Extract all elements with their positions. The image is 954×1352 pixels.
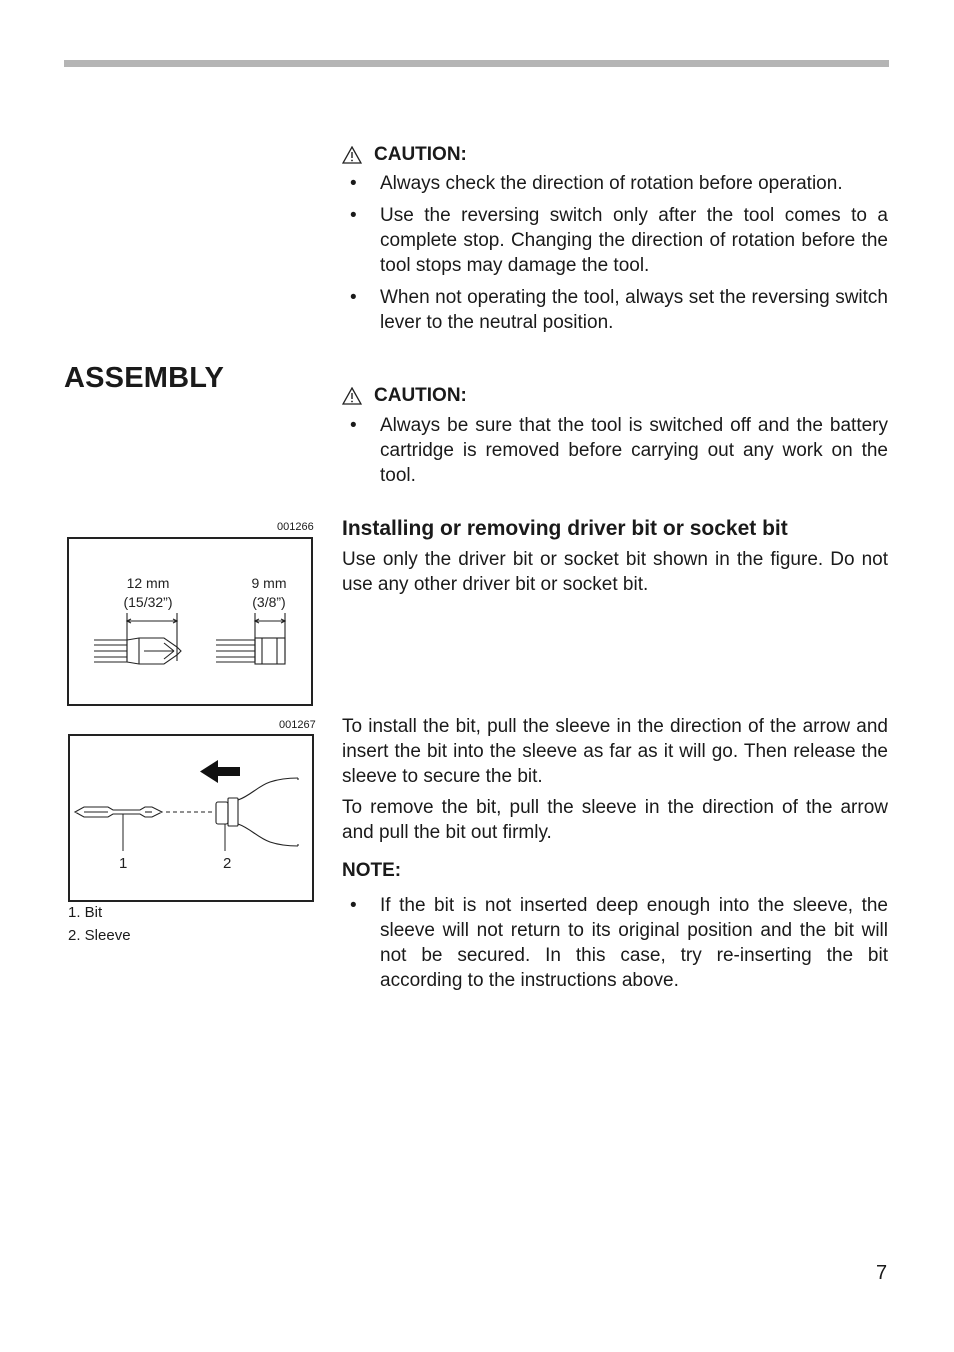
list-item: • Always check the direction of rotation before operation. <box>350 173 843 194</box>
remove-instructions: To remove the bit, pull the sleeve in the direction of the arrow and pull the bit out firmly. <box>342 797 888 843</box>
legend-item-bit: 1. Bit <box>68 904 103 921</box>
note-list <box>342 893 888 993</box>
caution-list <box>342 171 888 335</box>
list-item: • When not operating the tool, always set the reversing switch lever to the neutral position. <box>350 287 888 333</box>
list-item: • Use the reversing switch only after the tool comes to a complete stop. Changing the direction of rotation before the tool stops may damage the tool. <box>350 205 888 276</box>
bullet-icon: • <box>350 895 357 916</box>
driver-bit-illustration <box>94 613 181 664</box>
left-arrow-icon <box>200 760 240 783</box>
sleeve-illustration <box>216 778 298 846</box>
legend-item-sleeve: 2. Sleeve <box>68 927 131 944</box>
list-item: • Always be sure that the tool is switched off and the battery cartridge is removed before carrying out any work on the tool. <box>350 415 888 486</box>
note-title: NOTE: <box>342 860 402 881</box>
section-title: ASSEMBLY <box>64 362 225 394</box>
install-section <box>342 516 888 597</box>
figure-code: 001266 <box>277 521 314 533</box>
caution-list <box>342 413 888 488</box>
bullet-icon: • <box>350 205 357 226</box>
bullet-icon: • <box>350 287 357 308</box>
instructions-section <box>342 714 888 993</box>
install-body: Use only the driver bit or socket bit shown in the figure. Do not use any other driver bit or socket bit. <box>342 549 888 595</box>
caution-heading <box>342 142 888 167</box>
bit-size-diagram <box>69 539 311 704</box>
install-instructions: To install the bit, pull the sleeve in the direction of the arrow and insert the bit into the sleeve as far as it will go. Then release the sleeve to secure the bit. <box>342 716 888 787</box>
left-size-inch: (15/32”) <box>123 594 173 610</box>
figure-code: 001267 <box>279 719 316 731</box>
figure-bit-sizes <box>67 537 313 706</box>
socket-bit-illustration <box>216 613 285 664</box>
caution-title: CAUTION: <box>374 385 467 406</box>
caution-title: CAUTION: <box>374 144 467 165</box>
bit-insertion-diagram <box>70 736 312 900</box>
install-heading: Installing or removing driver bit or socket bit <box>342 517 788 540</box>
top-rule <box>64 60 889 67</box>
callout-bit-number: 1 <box>119 855 128 872</box>
caution-heading <box>342 383 888 408</box>
bit-illustration <box>75 807 162 817</box>
caution-block-assembly <box>342 383 888 488</box>
page-number: 7 <box>876 1262 888 1284</box>
right-size-mm: 9 mm <box>251 575 287 591</box>
right-size-inch: (3/8”) <box>252 594 286 610</box>
bullet-icon: • <box>350 173 357 194</box>
figure-bit-insertion <box>68 734 314 902</box>
warning-triangle-icon <box>342 387 362 405</box>
figure-legend <box>68 901 131 947</box>
callout-sleeve-number: 2 <box>223 855 232 872</box>
list-item: • If the bit is not inserted deep enough into the sleeve, the sleeve will not return to its original position and the bit will not be secured. In this case, try re-inserting the bit according to the instructions above. <box>350 895 888 991</box>
caution-block-operation <box>342 142 888 335</box>
left-size-mm: 12 mm <box>126 575 170 591</box>
bullet-icon: • <box>350 415 357 436</box>
warning-triangle-icon <box>342 146 362 164</box>
